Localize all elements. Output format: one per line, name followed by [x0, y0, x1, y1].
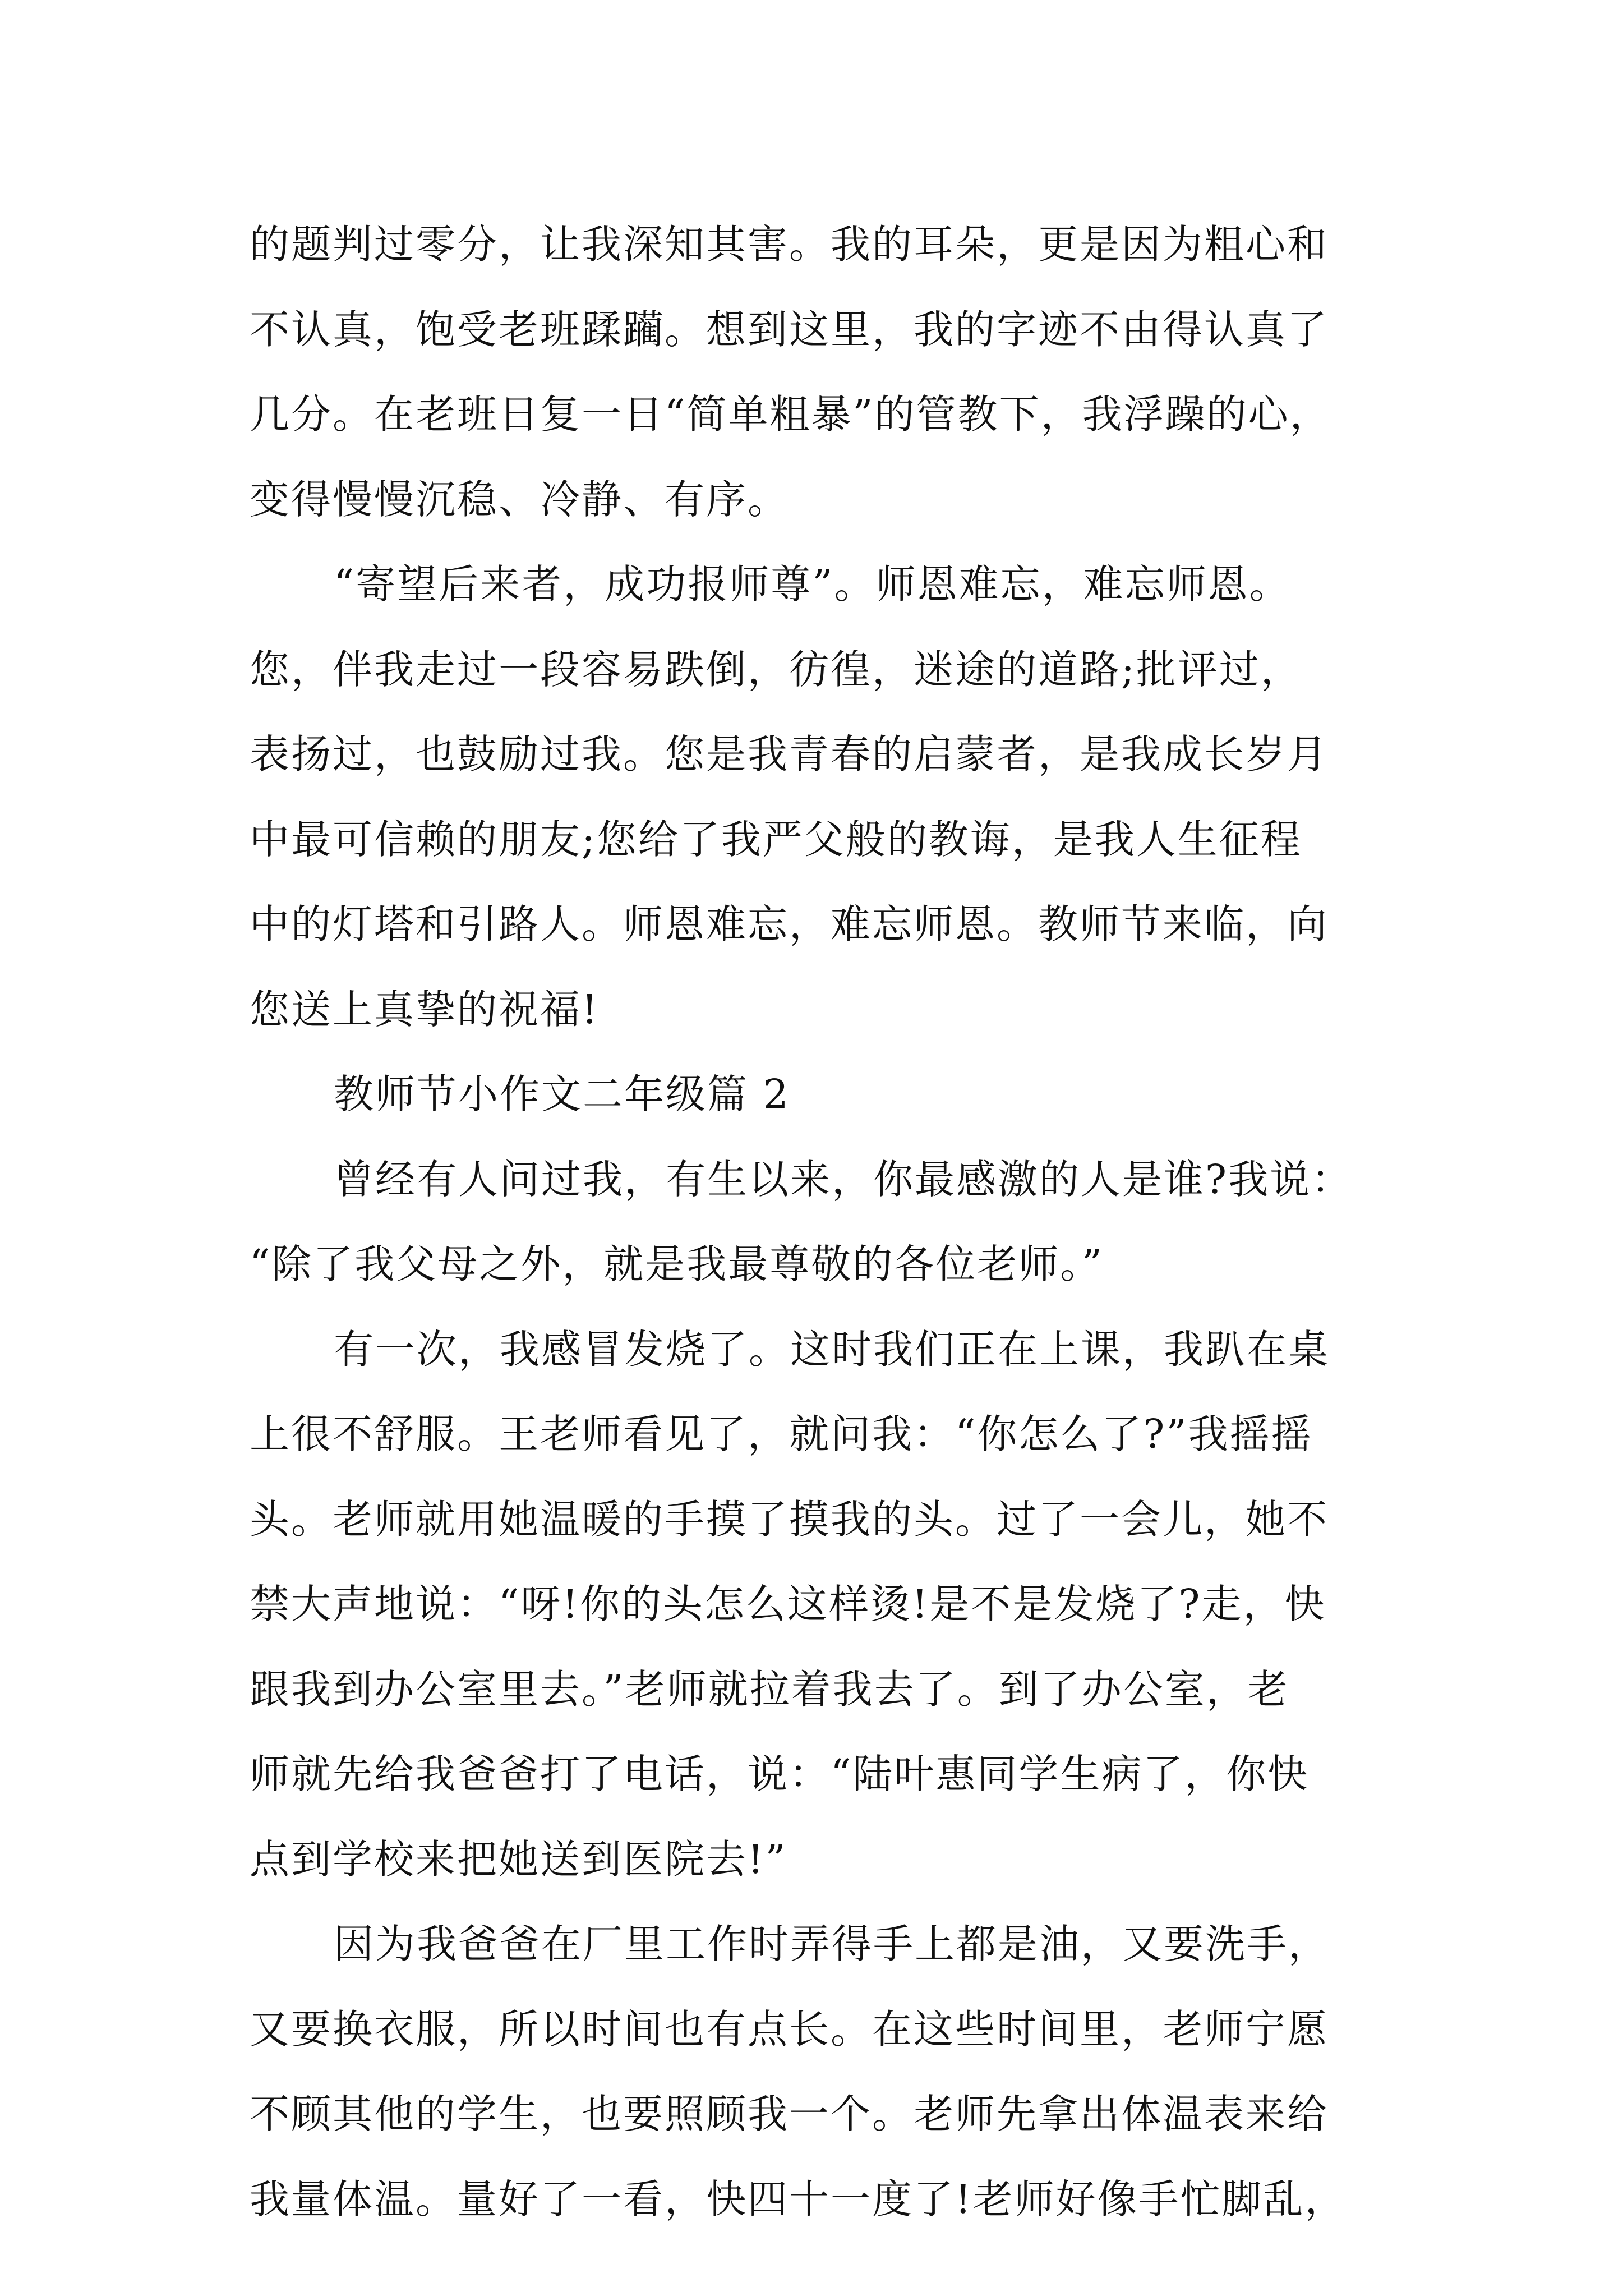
- text-line: “寄望后来者，成功报师尊”。师恩难忘，难忘师恩。: [334, 561, 1291, 608]
- text-line: “除了我父母之外，就是我最尊敬的各位老师。”: [250, 1241, 1104, 1287]
- text-line: 您送上真挚的祝福!: [250, 986, 600, 1033]
- text-line: 的题判过零分，让我深知其害。我的耳朵，更是因为粗心和: [250, 221, 1329, 268]
- text-line: 点到学校来把她送到医院去!”: [250, 1835, 787, 1883]
- text-line: 跟我到办公室里去。”老师就拉着我去了。到了办公室，老: [250, 1665, 1289, 1713]
- text-line: 不认真，饱受老班蹂躏。想到这里，我的字迹不由得认真了: [250, 306, 1329, 353]
- text-line: 表扬过，也鼓励过我。您是我青春的启蒙者，是我成长岁月: [250, 731, 1329, 777]
- text-line: 您，伴我走过一段容易跌倒，彷徨，迷途的道路;批评过，: [250, 646, 1302, 693]
- text-line: 变得慢慢沉稳、冷静、有序。: [250, 476, 790, 523]
- text-line: 有一次，我感冒发烧了。这时我们正在上课，我趴在桌: [334, 1326, 1330, 1373]
- text-line: 中的灯塔和引路人。师恩难忘，难忘师恩。教师节来临，向: [250, 901, 1329, 947]
- text-line: 曾经有人问过我，有生以来，你最感激的人是谁?我说：: [334, 1156, 1353, 1203]
- text-line: 不顾其他的学生，也要照顾我一个。老师先拿出体温表来给: [250, 2091, 1329, 2137]
- text-line: 中最可信赖的朋友;您给了我严父般的教诲，是我人生征程: [250, 816, 1302, 863]
- text-line: 禁大声地说：“呀!你的头怎么这样烫!是不是发烧了?走，快: [250, 1581, 1326, 1627]
- text-line: 我量体温。量好了一看，快四十一度了!老师好像手忙脚乱，: [250, 2175, 1347, 2223]
- text-line: 又要换衣服，所以时间也有点长。在这些时间里，老师宁愿: [250, 2005, 1329, 2053]
- section-heading: 教师节小作文二年级篇 2: [334, 1071, 790, 1117]
- document-body: [250, 202, 1382, 2242]
- text-line: 上很不舒服。王老师看见了，就问我：“你怎么了?”我摇摇: [250, 1411, 1313, 1457]
- text-line: 头。老师就用她温暖的手摸了摸我的头。过了一会儿，她不: [250, 1496, 1329, 1543]
- text-line: 师就先给我爸爸打了电话，说：“陆叶惠同学生病了，你快: [250, 1751, 1310, 1797]
- text-line: 因为我爸爸在厂里工作时弄得手上都是油，又要洗手，: [334, 1921, 1330, 1967]
- text-line: 几分。在老班日复一日“简单粗暴”的管教下，我浮躁的心，: [250, 391, 1331, 438]
